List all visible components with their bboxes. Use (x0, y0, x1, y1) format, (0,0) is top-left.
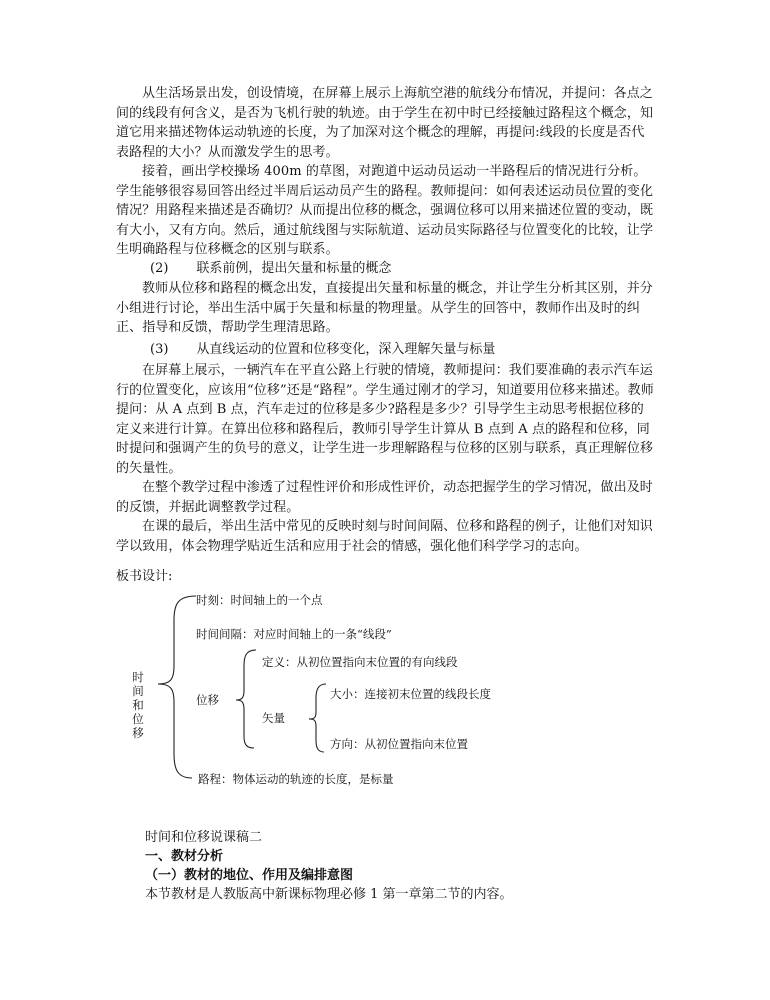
board-moment: 时刻：时间轴上的一个点 (196, 593, 323, 607)
paragraph-3: 教师从位移和路程的概念出发，直接提出矢量和标量的概念，并让学生分析其区别，并分小组进行讨论，举出生活中属于矢量和标量的物理量。从学生的回答中，教师作出及时的纠正、指导和反馈，帮助学生理清思路。 (116, 281, 653, 335)
paragraph-2: 接着，画出学校操场 400m 的草图，对跑道中运动员运动一半路程后的情况进行分析。学生能够很容易回答出经过半周后运动员产生的路程。教师提问：如何表述运动员位置的变化情况？用路程来描述是否确切？从而提出位移的概念，强调位移可以用来描述位置的变动，既有大小，又有方向。然后，通过航线图与实际航道、运动员实际路径与位置变化的比较，让学生明确路程与位移概念的区别与联系。 (116, 164, 654, 257)
board-displacement: 位移 (196, 693, 219, 707)
board-direction: 方向：从初位置指向末位置 (330, 737, 468, 751)
board-vector: 矢量 (262, 711, 285, 725)
paragraph-5: 在整个教学过程中渗透了过程性评价和形成性评价，动态把握学生的学习情况，做出及时的反馈，并据此调整教学过程。 (116, 480, 653, 515)
main-brace (158, 596, 196, 778)
displacement-brace (236, 650, 256, 748)
board-magnitude: 大小：连接初末位置的线段长度 (330, 687, 491, 701)
board-interval: 时间间隔：对应时间轴上的一条“线段” (196, 627, 392, 641)
item-3-number: (3) (150, 342, 169, 357)
paragraph-1: 从生活场景出发，创设情境，在屏幕上展示上海航空港的航线分布情况，并提问：各点之间的线段有何含义，是否为飞机行驶的轨迹。由于学生在初中时已经接触过路程这个概念，知道它用来描述物体运动轨迹的长度，为了加深对这个概念的理解，再提问:线段的长度是否代表路程的大小？从而激发学生的思考。 (116, 86, 654, 160)
board-design-label: 板书设计: (116, 569, 173, 584)
board-definition: 定义：从初位置指向末位置的有向线段 (262, 655, 458, 669)
section-heading: 一、教材分析 (145, 849, 224, 864)
paragraph-4: 在屏幕上展示，一辆汽车在平直公路上行驶的情境，教师提问：我们要准确的表示汽车运行的位置变化，应该用“位移”还是“路程”。学生通过刚才的学习，知道要用位移来描述。教师提问：从 A 点到 B 点，汽车走过的位移是多少?路程是多少？引导学生主动思考根据位移的定义来进行计算。在算出位移和路程后，教师引导学生计算从 B 点到 A 点的路程和位移，同时提问和强调产生的负号的意义，让学生进一步理解路程与位移的区别与联系，真正理解位移的矢量性。 (116, 363, 654, 476)
subsection-heading: （一）教材的地位、作用及编排意图 (145, 868, 354, 883)
vector-brace (309, 684, 326, 752)
tail-body: 本节教材是人教版高中新课标物理必修 1 第一章第二节的内容。 (145, 887, 513, 902)
tail-title: 时间和位移说课稿二 (145, 830, 263, 845)
paragraph-6: 在课的最后，举出生活中常见的反映时刻与时间间隔、位移和路程的例子，让他们对知识学以致用，体会物理学贴近生活和应用于社会的情感，强化他们科学学习的志向。 (116, 519, 653, 554)
item-2-text: 联系前例，提出矢量和标量的概念 (196, 261, 392, 276)
item-2-number: (2) (150, 261, 169, 276)
board-path: 路程：物体运动的轨迹的长度，是标量 (198, 772, 394, 786)
item-3-text: 从直线运动的位置和位移变化，深入理解矢量与标量 (196, 342, 496, 357)
board-root-label: 时 间 和 位 移 (132, 670, 144, 740)
